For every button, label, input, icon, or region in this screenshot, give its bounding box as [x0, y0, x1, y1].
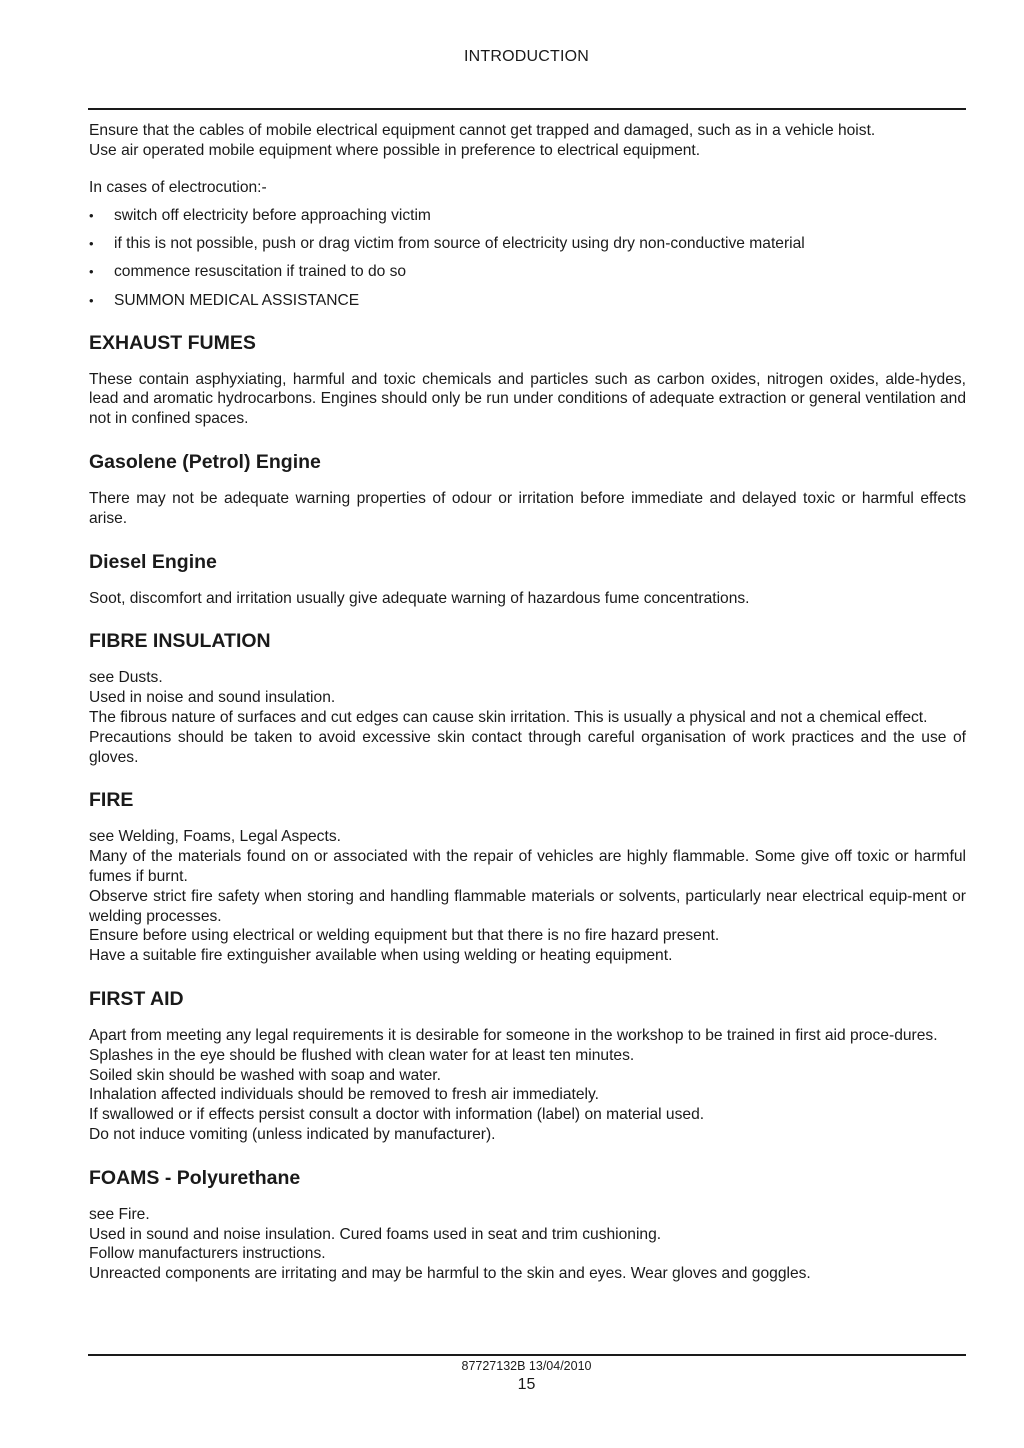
page-content: [89, 121, 966, 1284]
fire-line: Observe strict fire safety when storing and handling flammable materials or solvents, particularly near electrical equip-ment or welding processes.: [89, 887, 966, 925]
fibre-line: Used in noise and sound insulation.: [89, 689, 336, 707]
bullet-icon: •: [89, 264, 94, 280]
first-aid-line: If swallowed or if effects persist consult a doctor with information (label) on material used.: [89, 1106, 705, 1124]
first-aid-line: Apart from meeting any legal requirements it is desirable for someone in the workshop to be trained in first aid proce-dures.: [89, 1026, 938, 1044]
list-item: • if this is not possible, push or drag victim from source of electricity using dry non-conductive material: [89, 235, 805, 253]
footer-rule: [88, 1354, 966, 1356]
section-heading-fire: FIRE: [89, 789, 134, 812]
first-aid-line: Splashes in the eye should be flushed with clean water for at least ten minutes.: [89, 1046, 635, 1064]
section-heading-fibre-insulation: FIBRE INSULATION: [89, 630, 271, 653]
gasolene-body: There may not be adequate warning properties of odour or irritation before immediate and delayed toxic or harmful effects arise.: [89, 489, 966, 527]
bullet-icon: •: [89, 236, 94, 252]
page-header-title: INTRODUCTION: [463, 48, 590, 65]
electrocution-lead: In cases of electrocution:-: [89, 178, 267, 196]
section-heading-foams: FOAMS - Polyurethane: [89, 1166, 301, 1189]
fibre-line: see Dusts.: [89, 669, 163, 687]
first-aid-line: Soiled skin should be washed with soap and water.: [89, 1066, 441, 1084]
bullet-icon: •: [89, 207, 94, 223]
fibre-line: Precautions should be taken to avoid excessive skin contact through careful organisation of work practices and the use of gloves.: [89, 728, 966, 766]
cables-line-1: Ensure that the cables of mobile electrical equipment cannot get trapped and damaged, such as in a vehicle hoist.: [89, 122, 876, 139]
section-heading-exhaust-fumes: EXHAUST FUMES: [89, 331, 256, 354]
list-item: • commence resuscitation if trained to do so: [89, 263, 407, 281]
subsection-heading-diesel: Diesel Engine: [89, 550, 217, 573]
cables-line-2: Use air operated mobile equipment where possible in preference to electrical equipment.: [89, 141, 701, 159]
document-code: 87727132B 13/04/2010: [461, 1359, 592, 1373]
page-number: 15: [517, 1376, 536, 1393]
bullet-icon: •: [89, 292, 94, 308]
section-heading-first-aid: FIRST AID: [89, 987, 184, 1010]
electrocution-list: [89, 206, 966, 311]
first-aid-line: Inhalation affected individuals should be removed to fresh air immediately.: [89, 1086, 599, 1104]
fibre-line: The fibrous nature of surfaces and cut edges can cause skin irritation. This is usually a physical and not a chemical effect.: [89, 708, 928, 726]
subsection-heading-gasolene: Gasolene (Petrol) Engine: [89, 450, 321, 473]
header-rule: [88, 108, 966, 110]
fire-line: Have a suitable fire extinguisher available when using welding or heating equipment.: [89, 947, 673, 965]
foams-line: see Fire.: [89, 1205, 150, 1223]
diesel-body: Soot, discomfort and irritation usually give adequate warning of hazardous fume concentrations.: [89, 589, 750, 607]
foams-line: Used in sound and noise insulation. Cured foams used in seat and trim cushioning.: [89, 1225, 662, 1243]
list-item: • switch off electricity before approaching victim: [89, 206, 431, 224]
fire-line: Many of the materials found on or associated with the repair of vehicles are highly flammable. Some give off toxic or harmful fumes if burnt.: [89, 848, 966, 885]
exhaust-body: These contain asphyxiating, harmful and toxic chemicals and particles such as carbon oxides, nitrogen oxides, alde-hydes, lead and aromatic hydrocarbons. Engines should only be run under conditions of adequate extraction or general ventilation and not in confined spaces.: [89, 370, 966, 428]
foams-line: Unreacted components are irritating and may be harmful to the skin and eyes. Wear gloves and goggles.: [89, 1265, 811, 1283]
fire-line: see Welding, Foams, Legal Aspects.: [89, 828, 341, 846]
fire-line: Ensure before using electrical or welding equipment but that there is no fire hazard present.: [89, 927, 720, 945]
first-aid-line: Do not induce vomiting (unless indicated by manufacturer).: [89, 1125, 496, 1143]
foams-line: Follow manufacturers instructions.: [89, 1245, 326, 1263]
list-item: • SUMMON MEDICAL ASSISTANCE: [89, 291, 360, 309]
